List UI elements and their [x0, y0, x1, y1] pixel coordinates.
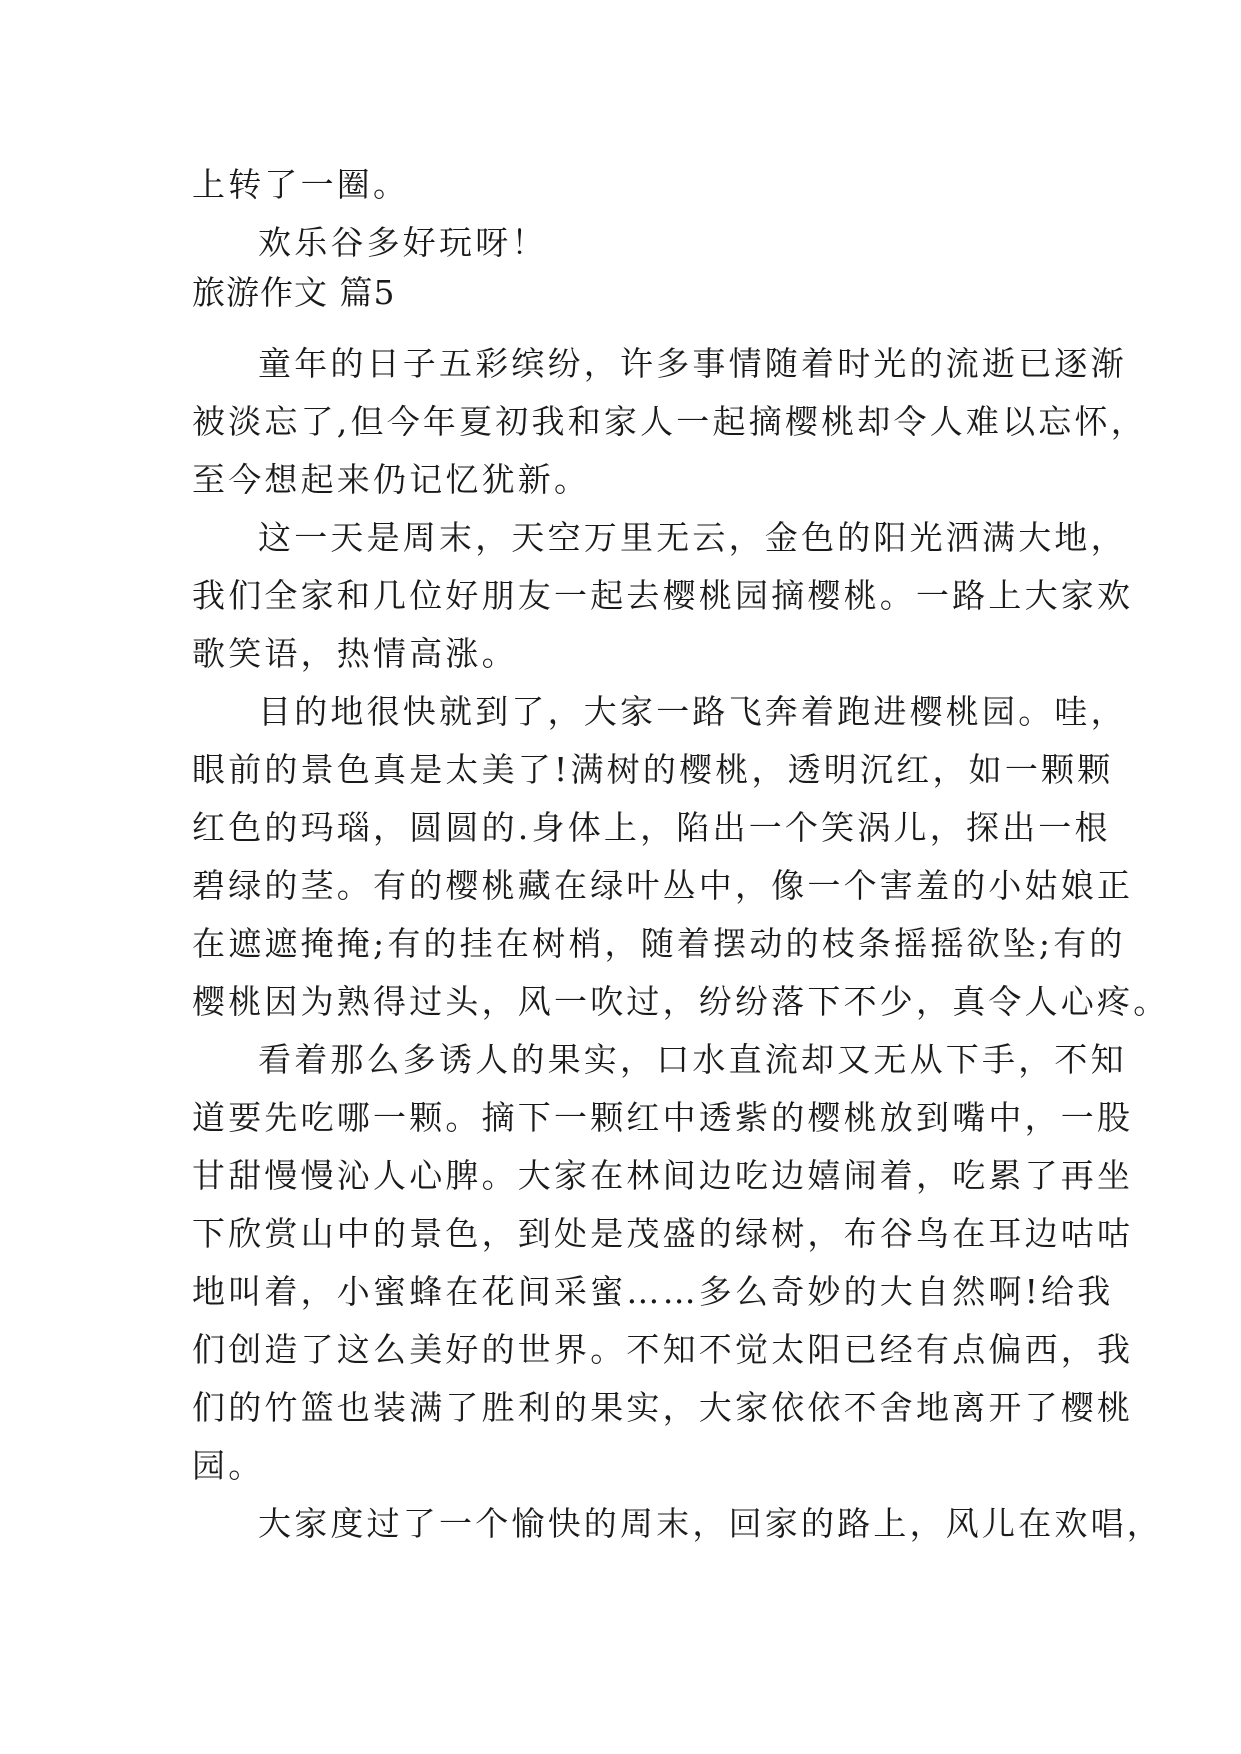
text-line: 目的地很快就到了，大家一路飞奔着跑进樱桃园。哇， [258, 692, 1127, 731]
text-line: 道要先吃哪一颗。摘下一颗红中透紫的樱桃放到嘴中，一股 [192, 1098, 1134, 1137]
text-line: 下欣赏山中的景色，到处是茂盛的绿树，布谷鸟在耳边咕咕 [192, 1214, 1134, 1253]
text-line: 被淡忘了,但今年夏初我和家人一起摘樱桃却令人难以忘怀， [192, 402, 1147, 441]
text-line: 红色的玛瑙，圆圆的.身体上，陷出一个笑涡儿，探出一根 [192, 808, 1111, 847]
text-line: 上转了一圈。 [192, 165, 410, 204]
text-line: 园。 [192, 1446, 265, 1485]
section-title: 旅游作文 篇5 [192, 273, 396, 312]
text-line: 这一天是周末，天空万里无云，金色的阳光洒满大地， [258, 518, 1127, 557]
text-line: 歌笑语，热情高涨。 [192, 634, 518, 673]
text-line: 看着那么多诱人的果实，口水直流却又无从下手，不知 [258, 1040, 1127, 1079]
text-line: 眼前的景色真是太美了!满树的樱桃，透明沉红，如一颗颗 [192, 750, 1114, 789]
text-line: 地叫着，小蜜蜂在花间采蜜……多么奇妙的大自然啊!给我 [192, 1272, 1114, 1311]
text-line: 甘甜慢慢沁人心脾。大家在林间边吃边嬉闹着，吃累了再坐 [192, 1156, 1134, 1195]
text-line: 们的竹篮也装满了胜利的果实，大家依依不舍地离开了樱桃 [192, 1388, 1134, 1427]
text-line: 我们全家和几位好朋友一起去樱桃园摘樱桃。一路上大家欢 [192, 576, 1134, 615]
text-line: 大家度过了一个愉快的周末，回家的路上，风儿在欢唱， [258, 1504, 1163, 1543]
text-line: 樱桃因为熟得过头，风一吹过，纷纷落下不少，真令人心疼。 [192, 982, 1170, 1021]
text-line: 们创造了这么美好的世界。不知不觉太阳已经有点偏西，我 [192, 1330, 1134, 1369]
text-line: 碧绿的茎。有的樱桃藏在绿叶丛中，像一个害羞的小姑娘正 [192, 866, 1134, 905]
text-line: 童年的日子五彩缤纷，许多事情随着时光的流逝已逐渐 [258, 344, 1127, 383]
text-line: 在遮遮掩掩;有的挂在树梢，随着摆动的枝条摇摇欲坠;有的 [192, 924, 1126, 963]
text-line: 至今想起来仍记忆犹新。 [192, 460, 591, 499]
text-line: 欢乐谷多好玩呀！ [258, 223, 548, 262]
